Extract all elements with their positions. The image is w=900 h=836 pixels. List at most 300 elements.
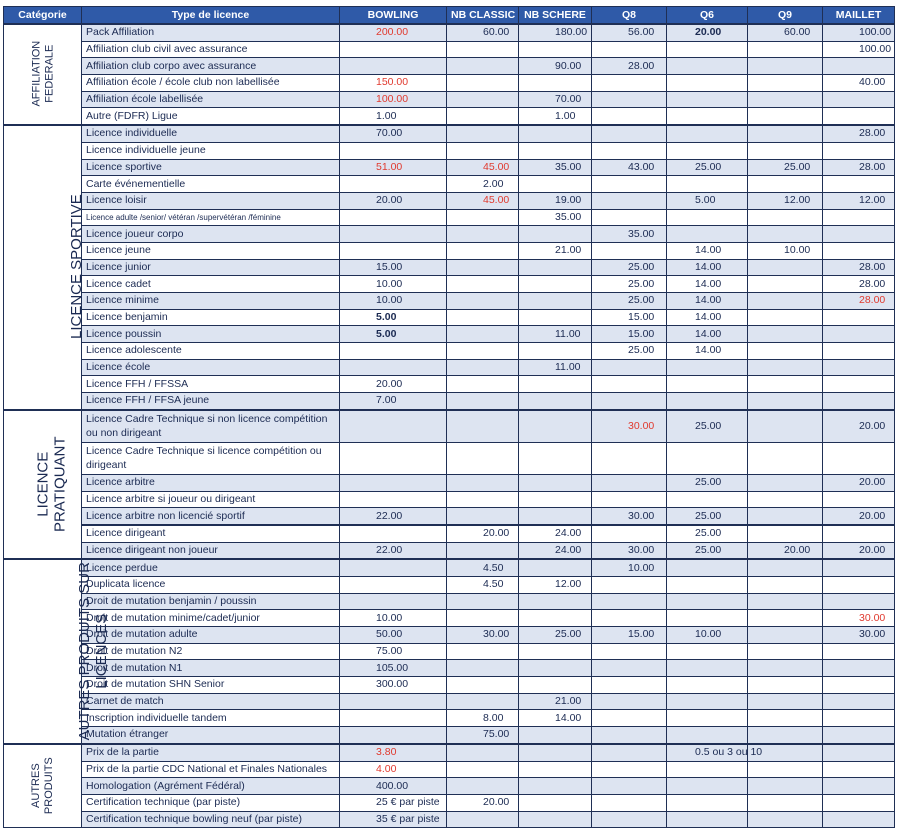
price-cell-nb-classic: [447, 376, 519, 393]
price-cell-q9: 20.00: [748, 542, 823, 559]
price-cell-nb-classic: 30.00: [447, 627, 519, 644]
price-cell-q8: [592, 778, 667, 795]
licence-type-cell: Licence jeune: [82, 242, 340, 259]
price-cell-nb-classic: [447, 508, 519, 525]
table-row: [4, 326, 895, 343]
price-cell-nb-classic: [447, 91, 519, 108]
price-cell-q9: [748, 559, 823, 576]
price-cell-maillet: [823, 326, 895, 343]
price-cell-maillet: 28.00: [823, 276, 895, 293]
price-cell-q8: [592, 242, 667, 259]
price-cell-nb-schere: [519, 410, 592, 443]
price-cell-maillet: [823, 393, 895, 410]
price-cell-q9: [748, 778, 823, 795]
price-cell-q6: [667, 41, 748, 58]
price-cell-nb-classic: [447, 410, 519, 443]
price-cell-q6: 14.00: [667, 276, 748, 293]
price-cell-nb-schere: [519, 142, 592, 159]
price-cell-q8: 28.00: [592, 58, 667, 75]
price-cell-maillet: [823, 778, 895, 795]
price-cell-maillet: [823, 576, 895, 593]
price-cell-q6: [667, 794, 748, 811]
price-cell-q8: 25.00: [592, 259, 667, 276]
price-cell-q8: 10.00: [592, 559, 667, 576]
price-cell-maillet: 28.00: [823, 293, 895, 310]
price-cell-nb-schere: [519, 125, 592, 142]
licence-type-cell: Droit de mutation minime/cadet/junior: [82, 610, 340, 627]
price-cell-q6: [667, 209, 748, 226]
price-cell-q6: [667, 226, 748, 243]
price-cell-q8: [592, 761, 667, 778]
header-bowling: BOWLING: [340, 7, 447, 25]
price-cell-nb-schere: 21.00: [519, 693, 592, 710]
price-cell-bowling: [340, 226, 447, 243]
price-cell-q6: 25.00: [667, 159, 748, 176]
price-cell-bowling: [340, 525, 447, 542]
price-cell-q9: [748, 309, 823, 326]
price-cell-q8: [592, 393, 667, 410]
price-cell-q9: [748, 643, 823, 660]
price-cell-nb-schere: [519, 811, 592, 828]
price-cell-q9: 12.00: [748, 192, 823, 209]
table-row: [4, 627, 895, 644]
table-row: [4, 393, 895, 410]
price-cell-nb-schere: 11.00: [519, 326, 592, 343]
price-cell-bowling: 50.00: [340, 627, 447, 644]
price-cell-maillet: 40.00: [823, 75, 895, 92]
price-cell-nb-schere: [519, 393, 592, 410]
price-cell-bowling: 15.00: [340, 259, 447, 276]
table-row: [4, 226, 895, 243]
price-cell-q8: [592, 108, 667, 125]
price-cell-nb-classic: [447, 359, 519, 376]
price-cell-nb-classic: [447, 693, 519, 710]
licence-type-cell: Licence Cadre Technique si non licence compétition ou non dirigeant: [82, 410, 340, 443]
table-row: [4, 192, 895, 209]
price-cell-nb-classic: [447, 326, 519, 343]
licence-type-cell: Carnet de match: [82, 693, 340, 710]
price-cell-nb-classic: [447, 41, 519, 58]
licence-type-cell: Duplicata licence: [82, 576, 340, 593]
price-cell-q9: [748, 125, 823, 142]
price-cell-maillet: [823, 660, 895, 677]
table-row: [4, 660, 895, 677]
header-nb-schere: NB SCHERE: [519, 7, 592, 25]
price-cell-q6: 14.00: [667, 293, 748, 310]
price-cell-q6: [667, 677, 748, 694]
price-cell-q6: [667, 778, 748, 795]
price-cell-nb-classic: [447, 259, 519, 276]
price-cell-nb-classic: 20.00: [447, 525, 519, 542]
price-cell-q6: 14.00: [667, 259, 748, 276]
price-cell-q9: [748, 794, 823, 811]
price-cell-bowling: 5.00: [340, 309, 447, 326]
price-cell-maillet: 100.00: [823, 41, 895, 58]
price-cell-nb-schere: 35.00: [519, 159, 592, 176]
price-cell-maillet: 20.00: [823, 410, 895, 443]
licence-type-cell: Licence joueur corpo: [82, 226, 340, 243]
price-cell-q9: [748, 710, 823, 727]
price-cell-q8: 25.00: [592, 343, 667, 360]
price-cell-q6: [667, 761, 748, 778]
price-cell-q9: [748, 576, 823, 593]
category-cell: [4, 410, 82, 559]
table-row: [4, 693, 895, 710]
category-cell: [4, 559, 111, 744]
table-row: [4, 376, 895, 393]
licence-type-cell: Licence dirigeant non joueur: [82, 542, 340, 559]
table-row: [4, 559, 895, 576]
price-cell-q9: 60.00: [748, 24, 823, 41]
table-row: [4, 576, 895, 593]
price-cell-q8: [592, 359, 667, 376]
price-cell-q6: [667, 442, 748, 474]
price-cell-nb-classic: 60.00: [447, 24, 519, 41]
table-row: [4, 91, 895, 108]
category-label: AUTRES PRODUITS SUR LICENCES: [75, 561, 111, 741]
price-cell-q6: [667, 811, 748, 828]
price-cell-q8: 15.00: [592, 627, 667, 644]
price-cell-q6: [667, 142, 748, 159]
price-cell-q9: [748, 41, 823, 58]
price-cell-q8: [592, 376, 667, 393]
price-cell-nb-classic: [447, 491, 519, 508]
table-row: [4, 359, 895, 376]
price-cell-nb-classic: 75.00: [447, 727, 519, 744]
licence-type-cell: Affiliation école / école club non labellisée: [82, 75, 340, 92]
header-type-licence: Type de licence: [82, 7, 340, 25]
table-row: [4, 142, 895, 159]
price-cell-maillet: [823, 643, 895, 660]
price-cell-nb-schere: [519, 442, 592, 474]
price-cell-nb-schere: [519, 593, 592, 610]
price-cell-q8: [592, 660, 667, 677]
price-cell-nb-classic: [447, 125, 519, 142]
licence-type-cell: Carte événementielle: [82, 176, 340, 193]
price-cell-nb-schere: [519, 293, 592, 310]
price-cell-maillet: [823, 442, 895, 474]
price-cell-q9: [748, 627, 823, 644]
price-cell-nb-classic: [447, 142, 519, 159]
price-cell-q9: [748, 491, 823, 508]
licence-type-cell: Licence individuelle: [82, 125, 340, 142]
price-cell-q9: [748, 226, 823, 243]
price-cell-q9: [748, 593, 823, 610]
header-q6: Q6: [667, 7, 748, 25]
price-cell-nb-classic: [447, 778, 519, 795]
price-cell-nb-schere: [519, 660, 592, 677]
price-cell-nb-schere: [519, 41, 592, 58]
licence-type-cell: Pack Affiliation: [82, 24, 340, 41]
price-cell-q6: 25.00: [667, 410, 748, 443]
licence-type-cell: Licence benjamin: [82, 309, 340, 326]
price-cell-nb-schere: 70.00: [519, 91, 592, 108]
price-cell-nb-schere: 19.00: [519, 192, 592, 209]
table-row: [4, 761, 895, 778]
price-cell-q9: [748, 693, 823, 710]
price-cell-nb-schere: [519, 376, 592, 393]
price-cell-q9: [748, 508, 823, 525]
price-cell-bowling: 51.00: [340, 159, 447, 176]
licence-type-cell: Licence individuelle jeune: [82, 142, 340, 159]
price-cell-q9: [748, 677, 823, 694]
price-cell-nb-schere: 11.00: [519, 359, 592, 376]
price-cell-bowling: 105.00: [340, 660, 447, 677]
price-cell-q6: [667, 376, 748, 393]
table-row: [4, 108, 895, 125]
category-label: LICENCE PRATIQUANT: [34, 436, 69, 532]
licence-type-cell: Droit de mutation SHN Senior: [82, 677, 340, 694]
price-cell-nb-classic: 4.50: [447, 576, 519, 593]
price-cell-nb-schere: 25.00: [519, 627, 592, 644]
price-cell-nb-classic: 45.00: [447, 192, 519, 209]
price-cell-q9: [748, 727, 823, 744]
price-cell-nb-classic: [447, 343, 519, 360]
price-cell-bowling: [340, 242, 447, 259]
table-row: [4, 778, 895, 795]
table-row: [4, 593, 895, 610]
tarif-table-container: [3, 6, 894, 828]
price-cell-bowling: [340, 176, 447, 193]
price-cell-q6: 10.00: [667, 627, 748, 644]
price-cell-q8: [592, 491, 667, 508]
price-cell-maillet: [823, 525, 895, 542]
price-cell-q9: [748, 209, 823, 226]
price-cell-q6: [667, 75, 748, 92]
price-cell-maillet: 20.00: [823, 508, 895, 525]
price-cell-q8: [592, 125, 667, 142]
price-cell-nb-classic: [447, 108, 519, 125]
price-cell-q6: [667, 491, 748, 508]
table-row: [4, 610, 895, 627]
price-cell-bowling: [340, 559, 447, 576]
price-cell-q8: 56.00: [592, 24, 667, 41]
price-cell-q9: [748, 359, 823, 376]
price-cell-bowling: 10.00: [340, 610, 447, 627]
price-cell-q8: 30.00: [592, 508, 667, 525]
price-cell-maillet: [823, 58, 895, 75]
price-cell-nb-schere: 35.00: [519, 209, 592, 226]
price-cell-maillet: [823, 209, 895, 226]
price-cell-bowling: 75.00: [340, 643, 447, 660]
price-cell-q8: [592, 593, 667, 610]
price-cell-nb-schere: [519, 508, 592, 525]
table-row: [4, 242, 895, 259]
licence-type-cell: Affiliation club civil avec assurance: [82, 41, 340, 58]
price-cell-bowling: 22.00: [340, 542, 447, 559]
price-cell-bowling: 5.00: [340, 326, 447, 343]
price-cell-bowling: [340, 41, 447, 58]
price-cell-bowling: [340, 142, 447, 159]
price-cell-q6: 14.00: [667, 309, 748, 326]
licence-type-cell: Certification technique bowling neuf (par piste): [82, 811, 340, 828]
table-row: [4, 125, 895, 142]
licence-type-cell: Droit de mutation adulte: [82, 627, 340, 644]
licence-type-cell: Prix de la partie: [82, 744, 340, 761]
price-cell-q8: 15.00: [592, 326, 667, 343]
price-cell-nb-schere: 21.00: [519, 242, 592, 259]
price-cell-q9: [748, 108, 823, 125]
price-cell-bowling: 10.00: [340, 276, 447, 293]
price-cell-q8: [592, 474, 667, 491]
price-cell-q8: [592, 610, 667, 627]
table-row: [4, 643, 895, 660]
price-cell-q8: 35.00: [592, 226, 667, 243]
price-cell-bowling: 1.00: [340, 108, 447, 125]
price-cell-nb-schere: [519, 226, 592, 243]
price-cell-q9: [748, 259, 823, 276]
price-cell-q8: [592, 710, 667, 727]
price-cell-q9: [748, 442, 823, 474]
price-cell-q9: [748, 142, 823, 159]
licence-type-cell: Mutation étranger: [82, 727, 340, 744]
price-cell-nb-classic: [447, 242, 519, 259]
licence-type-cell: Licence loisir: [82, 192, 340, 209]
price-cell-maillet: [823, 343, 895, 360]
price-cell-q8: 25.00: [592, 293, 667, 310]
licence-type-cell: Licence sportive: [82, 159, 340, 176]
price-cell-maillet: [823, 693, 895, 710]
licence-type-cell: Licence perdue: [82, 559, 340, 576]
price-cell-bowling: [340, 442, 447, 474]
price-cell-q6: 25.00: [667, 508, 748, 525]
price-cell-maillet: [823, 761, 895, 778]
price-cell-bowling: 300.00: [340, 677, 447, 694]
table-row: [4, 508, 895, 525]
price-cell-nb-classic: [447, 293, 519, 310]
price-cell-maillet: [823, 142, 895, 159]
licence-type-cell: Licence junior: [82, 259, 340, 276]
table-row: [4, 209, 895, 226]
price-cell-bowling: 3.80: [340, 744, 447, 761]
price-cell-bowling: 100.00: [340, 91, 447, 108]
price-cell-q6: 25.00: [667, 525, 748, 542]
licence-type-cell: Licence adulte /senior/ vétéran /supervétéran /féminine: [82, 209, 340, 226]
price-cell-bowling: 20.00: [340, 376, 447, 393]
price-cell-q6: [667, 108, 748, 125]
licence-type-cell: Licence arbitre: [82, 474, 340, 491]
price-cell-maillet: [823, 176, 895, 193]
price-cell-nb-schere: [519, 75, 592, 92]
price-cell-bowling: [340, 693, 447, 710]
price-cell-q6: [667, 91, 748, 108]
price-cell-q8: [592, 693, 667, 710]
price-cell-nb-schere: [519, 276, 592, 293]
price-cell-nb-schere: [519, 643, 592, 660]
licence-type-cell: Licence minime: [82, 293, 340, 310]
price-cell-q9: [748, 276, 823, 293]
price-cell-nb-classic: [447, 744, 519, 761]
price-cell-q6: 14.00: [667, 242, 748, 259]
price-cell-maillet: [823, 108, 895, 125]
price-cell-nb-classic: [447, 593, 519, 610]
price-cell-nb-schere: [519, 727, 592, 744]
licence-type-cell: Droit de mutation benjamin / poussin: [82, 593, 340, 610]
price-cell-nb-schere: [519, 794, 592, 811]
price-cell-maillet: [823, 794, 895, 811]
price-cell-nb-classic: [447, 393, 519, 410]
price-cell-q6: [667, 593, 748, 610]
price-cell-nb-classic: [447, 75, 519, 92]
price-cell-maillet: 12.00: [823, 192, 895, 209]
price-cell-q6: [667, 660, 748, 677]
price-cell-q6: [667, 710, 748, 727]
licence-type-cell: Autre (FDFR) Ligue: [82, 108, 340, 125]
price-cell-nb-classic: [447, 209, 519, 226]
price-cell-nb-schere: 90.00: [519, 58, 592, 75]
header-nb-classic: NB CLASSIC: [447, 7, 519, 25]
category-cell: [4, 125, 85, 410]
price-cell-q6: [667, 559, 748, 576]
licence-type-cell: Certification technique (par piste): [82, 794, 340, 811]
price-cell-bowling: 22.00: [340, 508, 447, 525]
price-cell-nb-classic: [447, 58, 519, 75]
price-cell-nb-schere: [519, 474, 592, 491]
price-cell-q9: 10.00: [748, 242, 823, 259]
price-cell-q6: [667, 693, 748, 710]
category-label: LICENCE SPORTIVE: [67, 194, 85, 340]
table-row: [4, 58, 895, 75]
licence-type-cell: Licence arbitre non licencié sportif: [82, 508, 340, 525]
price-cell-q8: 15.00: [592, 309, 667, 326]
table-row: [4, 542, 895, 559]
price-cell-nb-schere: [519, 176, 592, 193]
price-cell-maillet: 28.00: [823, 259, 895, 276]
price-cell-q8: [592, 142, 667, 159]
price-cell-maillet: [823, 226, 895, 243]
licence-type-cell: Licence FFH / FFSSA: [82, 376, 340, 393]
price-cell-q6: [667, 393, 748, 410]
price-cell-maillet: [823, 811, 895, 828]
price-cell-maillet: [823, 309, 895, 326]
header-q8: Q8: [592, 7, 667, 25]
category-label: AFFILIATION FEDERALE: [29, 40, 55, 107]
table-row: [4, 259, 895, 276]
header-row: [4, 7, 895, 25]
licence-type-cell: Licence adolescente: [82, 343, 340, 360]
price-cell-bowling: [340, 474, 447, 491]
price-cell-q9: [748, 343, 823, 360]
price-cell-q9: [748, 610, 823, 627]
price-cell-q6: [667, 576, 748, 593]
category-label: AUTRES PRODUITS: [29, 756, 55, 814]
price-cell-nb-schere: [519, 491, 592, 508]
price-cell-q8: [592, 192, 667, 209]
price-cell-nb-classic: [447, 761, 519, 778]
price-cell-maillet: [823, 359, 895, 376]
price-cell-maillet: 28.00: [823, 159, 895, 176]
licence-type-cell: Licence FFH / FFSA jeune: [82, 393, 340, 410]
price-cell-q8: 25.00: [592, 276, 667, 293]
licence-type-cell: Licence Cadre Technique si licence compétition ou dirigeant: [82, 442, 340, 474]
licence-type-cell: Licence école: [82, 359, 340, 376]
price-cell-maillet: [823, 710, 895, 727]
price-cell-q6: [667, 359, 748, 376]
price-cell-bowling: [340, 209, 447, 226]
price-cell-maillet: 20.00: [823, 542, 895, 559]
price-cell-q9: [748, 75, 823, 92]
price-cell-q6: 20.00: [667, 24, 748, 41]
price-cell-nb-schere: [519, 677, 592, 694]
licence-type-cell: Licence poussin: [82, 326, 340, 343]
price-cell-q8: [592, 209, 667, 226]
licence-type-cell: Droit de mutation N1: [82, 660, 340, 677]
price-cell-nb-schere: [519, 259, 592, 276]
header-categorie: Catégorie: [4, 7, 82, 25]
price-cell-q6: 5.00: [667, 192, 748, 209]
price-cell-q6: [667, 125, 748, 142]
table-row: [4, 491, 895, 508]
